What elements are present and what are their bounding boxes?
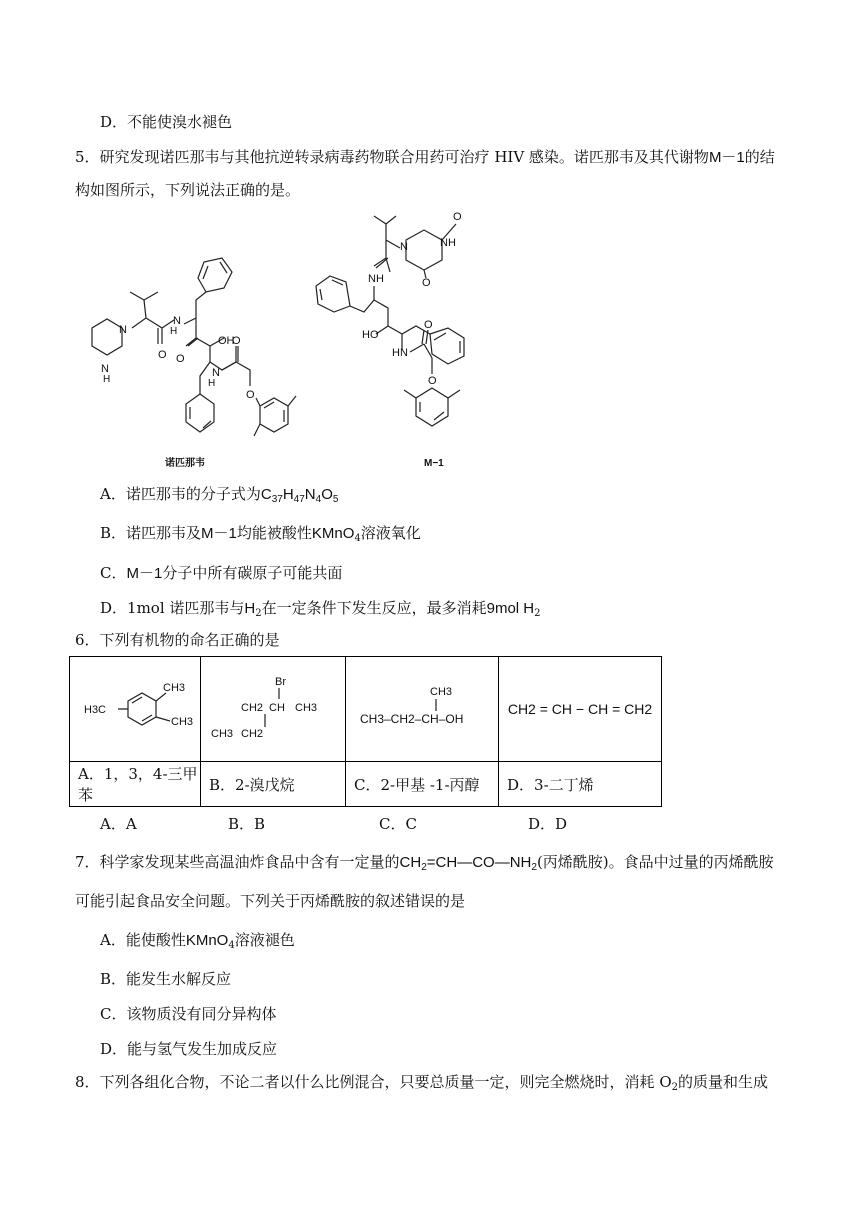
left-benzene-top: [198, 258, 232, 292]
caption-right: M−1: [424, 458, 444, 469]
q6-answer-a: A．A: [100, 815, 137, 833]
svg-text:Br: Br: [275, 676, 286, 688]
left-o-ketone: O: [176, 353, 185, 365]
q7-option-a: A．能使酸性KMnO$_4$溶液褪色: [100, 931, 295, 951]
right-hn-label: HN: [392, 347, 408, 359]
q7-option-b: B．能发生水解反应: [100, 970, 232, 988]
caption-left: 诺匹那韦: [165, 458, 205, 469]
left-ring-heterocycle: [92, 319, 122, 355]
left-backbone: [184, 292, 224, 362]
right-ho-label: HO: [362, 329, 379, 341]
q6-label-c: C．2-甲基 -1-丙醇: [346, 762, 499, 807]
q5-option-a: A．诺匹那韦的分子式为$C_{37}H_{47}N_4O_5$: [100, 485, 339, 505]
right-benzene-right: [430, 328, 464, 364]
q6-structure-d: [499, 657, 662, 762]
q5-option-b: B．诺匹那韦及M－1均能被酸性KMnO$_4$溶液氧化: [100, 524, 421, 544]
svg-text:CH2: CH2: [241, 728, 264, 740]
q6-stem: 6．下列有机物的命名正确的是: [75, 631, 280, 649]
butadiene-formula: CH2 = CH − CH = CH2: [507, 701, 653, 717]
q5-structures-figure: [70, 200, 510, 472]
q6-answer-d: D．D: [528, 815, 568, 833]
left-oh-label: OH: [218, 335, 235, 347]
left-o-amide: O: [158, 349, 167, 361]
q6-answer-b: B．B: [228, 815, 266, 833]
q6-answer-c: C．C: [379, 815, 417, 833]
left-hn-h: H: [208, 378, 216, 389]
q6-naming-table: [69, 656, 662, 807]
q6-label-b: B．2-溴戊烷: [201, 762, 346, 807]
left-nh-h-label: H: [103, 374, 111, 385]
methylpropanol-structure: [346, 657, 498, 757]
right-n-label: N: [400, 241, 408, 253]
q7-stem-line2: 可能引起食品安全问题。下列关于丙烯酰胺的叙述错误的是: [75, 892, 466, 910]
q5-formula: $C_{37}H_{47}N_4O_5$: [260, 486, 339, 505]
right-ring-heterocycle: [406, 230, 442, 270]
right-side-chain: [374, 216, 400, 272]
q6-structure-c: [346, 657, 499, 762]
q6-label-a: A．1，3，4-三甲苯: [70, 762, 201, 807]
left-n-label: N: [119, 324, 127, 336]
right-o-amide: O: [424, 319, 433, 331]
q5-stem-line2: 构如图所示，下列说法正确的是。: [75, 181, 301, 199]
left-side-chain: [130, 292, 174, 344]
bromopentane-structure: [201, 657, 345, 757]
svg-text:CH: CH: [269, 702, 285, 714]
right-o-bottom: O: [422, 277, 431, 289]
left-ether-o: O: [246, 389, 255, 401]
svg-text:H3C: H3C: [84, 704, 107, 716]
q7-option-d: D．能与氢气发生加成反应: [100, 1040, 278, 1058]
left-o-amide2: O: [232, 335, 241, 347]
right-ether-o: O: [428, 375, 437, 387]
trimethylbenzene-structure: [70, 657, 200, 757]
svg-text:CH3: CH3: [295, 702, 318, 714]
q6-structure-a: [70, 657, 201, 762]
q6-structure-b: [201, 657, 346, 762]
svg-text:CH3: CH3: [211, 728, 234, 740]
q5-option-c: C．M－1分子中所有碳原子可能共面: [100, 564, 343, 582]
svg-text:CH3: CH3: [171, 716, 194, 728]
left-nh-amide: N: [173, 315, 181, 327]
svg-text:CH2: CH2: [241, 702, 264, 714]
q5-option-d: D．1mol 诺匹那韦与$H_2$在一定条件下发生反应，最多消耗9mol $H_2$: [100, 599, 541, 619]
q5-stem-line1: [75, 147, 775, 168]
left-nh-amide-h: H: [170, 326, 178, 337]
left-nh-label: N: [101, 363, 109, 375]
right-nh-label: NH: [440, 237, 456, 249]
right-dimethylphenyl: [416, 388, 448, 426]
svg-text:CH3–CH2–CH–OH: CH3–CH2–CH–OH: [360, 712, 464, 726]
q8-stem: 8．下列各组化合物，不论二者以什么比例混合，只要总质量一定，则完全燃烧时，消耗 $O_2$的质量和生成: [75, 1073, 769, 1093]
q5-metabolite-name: M－1: [708, 149, 745, 166]
q7-stem-line1: 7．科学家发现某些高温油炸食品中含有一定量的$CH_2=CH—CO—NH_2$(丙烯酰胺)。食品中过量的丙烯酰胺: [75, 853, 774, 873]
right-o-top: O: [453, 211, 462, 223]
svg-text:CH3: CH3: [430, 686, 453, 698]
right-nh-amide: NH: [368, 273, 384, 285]
acrylamide-formula: $CH_2=CH—CO—NH_2$: [399, 854, 537, 873]
q5-stem-tail: 的结: [744, 148, 775, 166]
q5-stem-text: 5．研究发现诺匹那韦与其他抗逆转录病毒药物联合用药可治疗 HIV 感染。诺匹那韦及其代谢物: [75, 148, 709, 166]
q7-option-c: C．该物质没有同分异构体: [100, 1005, 277, 1023]
q6-label-d: D．3-二丁烯: [499, 762, 662, 807]
svg-text:CH3: CH3: [163, 682, 186, 694]
q4-option-d: D．不能使溴水褪色: [100, 113, 233, 131]
left-hn-label: N: [212, 367, 220, 379]
